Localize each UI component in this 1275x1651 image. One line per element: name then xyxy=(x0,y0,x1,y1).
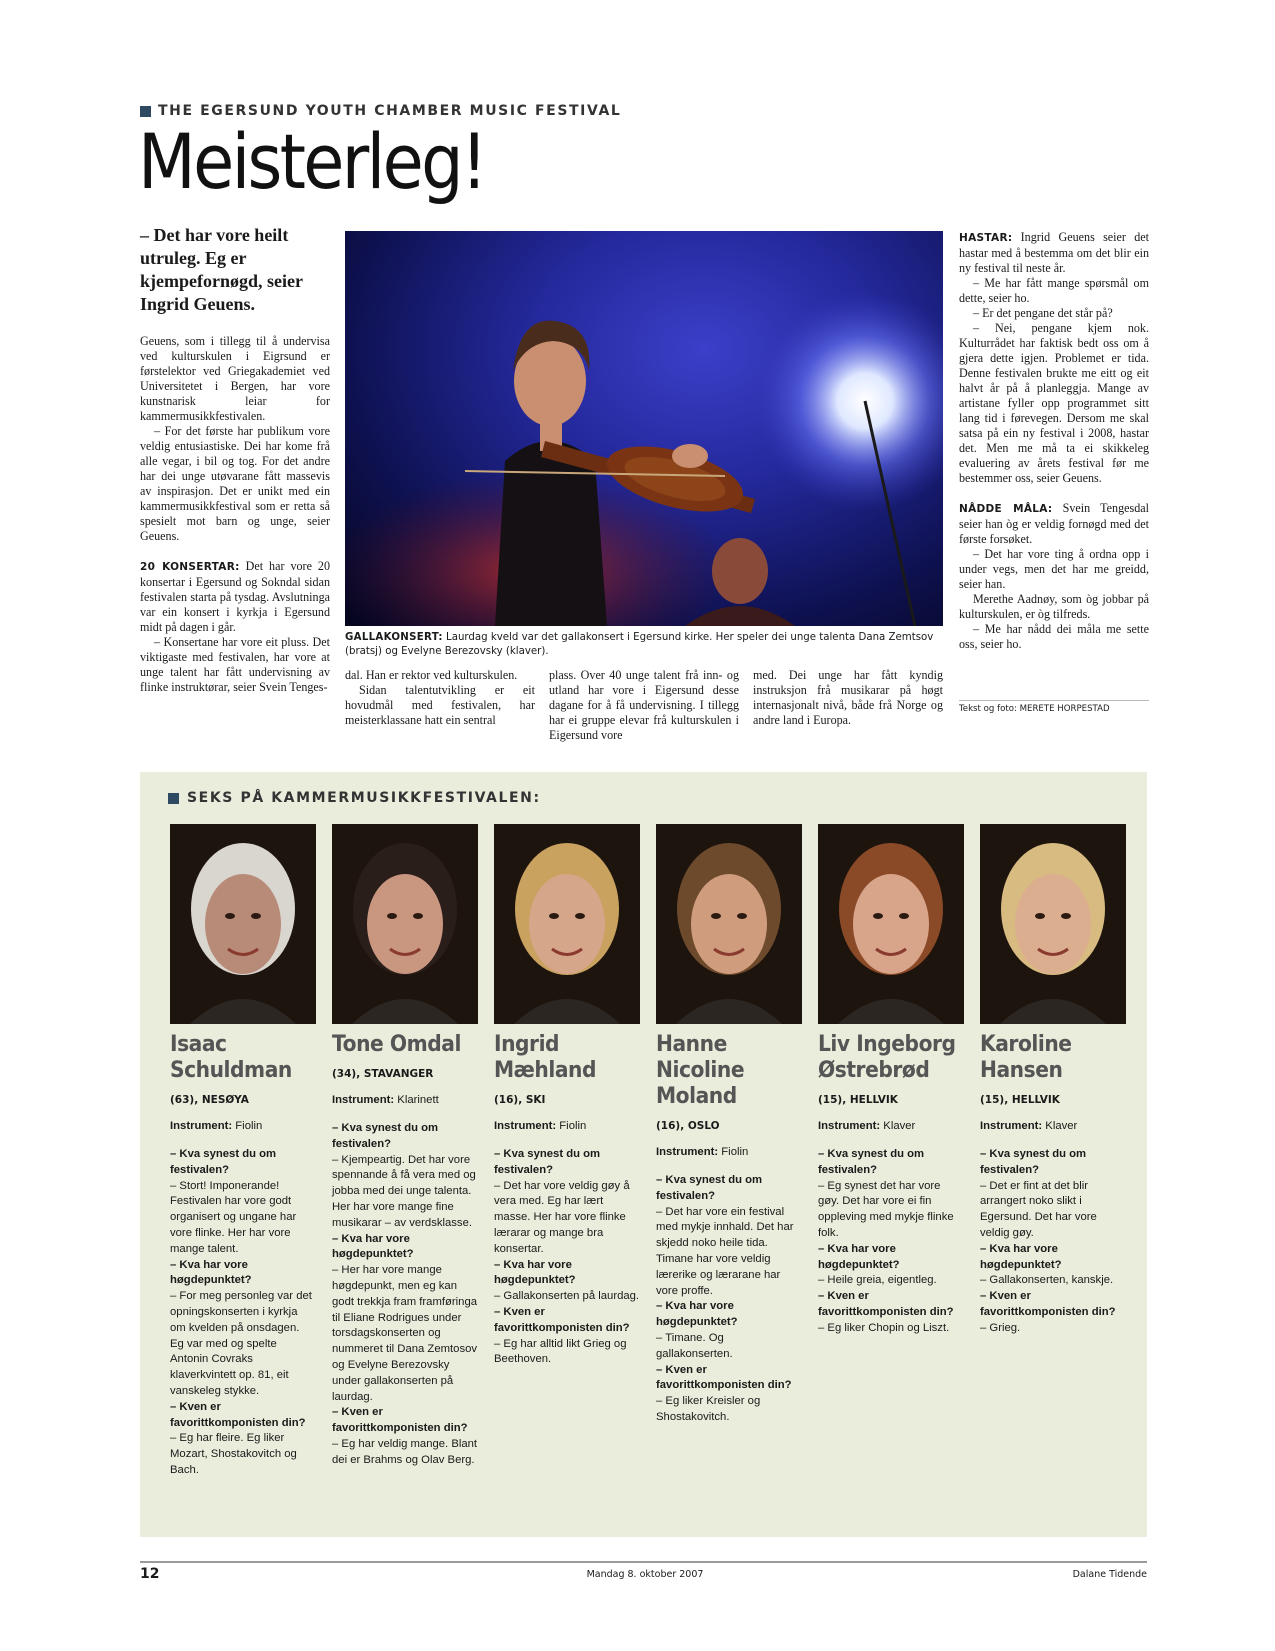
byline: Tekst og foto: MERETE HORPESTAD xyxy=(959,700,1149,714)
interview xyxy=(494,1147,640,1368)
instrument-value: Klaver xyxy=(883,1120,916,1132)
paragraph: – Konsertane har vore eit pluss. Det viktigaste med festivalen, har vore at unge talent har fått undervisning av flinke instruktørar, seier Svein Tenges- xyxy=(140,635,330,694)
portrait-photo xyxy=(332,824,478,1024)
person-instrument xyxy=(980,1120,1126,1132)
article-column-1 xyxy=(140,334,330,695)
question: – Kva har vore høgdepunktet? xyxy=(980,1242,1062,1271)
sidebar-box xyxy=(140,772,1147,1537)
question: – Kva synest du om festivalen? xyxy=(818,1148,925,1176)
instrument-value: Fiolin xyxy=(559,1120,587,1132)
person-name: Isaac Schuldman xyxy=(170,1032,292,1083)
question: – Kva har vore høgdepunktet? xyxy=(818,1242,900,1271)
caption-head: GALLAKONSERT: xyxy=(345,632,443,643)
instrument-label: Instrument: xyxy=(494,1120,557,1132)
paragraph: Sidan talentutvikling er eit hovudmål med festivalen, har meisterklassane hatt ein sentral xyxy=(345,683,535,727)
footer-date: Mandag 8. oktober 2007 xyxy=(586,1569,704,1580)
person-age-place: (34), STAVANGER xyxy=(332,1068,434,1080)
instrument-value: Fiolin xyxy=(721,1146,749,1158)
question: – Kva har vore høgdepunktet? xyxy=(494,1258,576,1287)
answer: – Eg liker Chopin og Liszt. xyxy=(818,1321,950,1334)
answer: – Her har vore mange høgdepunkt, men eg kan godt trekkja fram framføringa til Eliane Rodrigues under torsdagskonserten og nummeret til Dana Zemtosov og Evelyne Berezovsky under gallakonserten på laurdag. xyxy=(332,1264,478,1403)
square-bullet-icon xyxy=(140,106,151,117)
paragraph: dal. Han er rektor ved kulturskulen. xyxy=(345,668,518,682)
answer: – Det har vore ein festival med mykje innhald. Det har skjedd noko heile tida. Timane har vore veldig lærerike og lærarane har vore proffe. xyxy=(656,1205,794,1297)
person-name: Ingrid Mæhland xyxy=(494,1032,597,1083)
question: – Kven er favorittkomponisten din? xyxy=(332,1406,468,1435)
answer: – Kjempeartig. Det har vore spennande å få vera med og jobba med dei unge talenta. Her har vore mange fine musikarar – av verdsklasse. xyxy=(332,1153,476,1229)
question: – Kva har vore høgdepunktet? xyxy=(332,1232,414,1261)
person-name: Karoline Hansen xyxy=(980,1032,1072,1083)
instrument-value: Klaver xyxy=(1045,1120,1078,1132)
profile-card xyxy=(818,824,964,1337)
instrument-label: Instrument: xyxy=(656,1146,719,1158)
paragraph: 20 KONSERTAR: Det har vore 20 konsertar i Egersund og Sokndal sidan festivalen starta på tysdag. Avslutninga var ein konsert i kyrkja i Egersund midt på dagen i går. xyxy=(140,559,331,634)
article-column-right xyxy=(959,230,1149,652)
answer: – Det er fint at det blir arrangert noko slikt i Egersund. Det har vore veldig gøy. xyxy=(980,1179,1097,1239)
caption-text: Laurdag kveld var det gallakonsert i Egersund kirke. Her speler dei unge talenta Dana Zemtsov (bratsj) og Evelyne Berezovsky (klaver). xyxy=(345,632,934,657)
square-bullet-icon xyxy=(168,793,179,804)
portrait-photo xyxy=(980,824,1126,1024)
run-in-head: NÅDDE MÅLA: xyxy=(959,503,1053,515)
profile-card xyxy=(656,824,802,1426)
person-instrument xyxy=(818,1120,964,1132)
instrument-label: Instrument: xyxy=(980,1120,1043,1132)
instrument-value: Fiolin xyxy=(235,1120,263,1132)
question: – Kva synest du om festivalen? xyxy=(170,1148,277,1176)
gallakonsert-photo xyxy=(345,231,943,626)
person-age-place: (16), OSLO xyxy=(656,1120,720,1132)
question: – Kven er favorittkomponisten din? xyxy=(494,1305,630,1334)
question: – Kven er favorittkomponisten din? xyxy=(656,1363,792,1392)
person-age-place: (15), HELLVIK xyxy=(818,1094,898,1106)
person-name: Tone Omdal xyxy=(332,1032,461,1057)
instrument-label: Instrument: xyxy=(170,1120,233,1132)
article-column-2 xyxy=(345,668,535,728)
instrument-label: Instrument: xyxy=(818,1120,881,1132)
sidebar-title xyxy=(168,790,541,806)
paragraph: HASTAR: Ingrid Geuens seier det hastar med å bestemma om det blir ein ny festival til neste år. xyxy=(959,230,1149,275)
paragraph: NÅDDE MÅLA: Svein Tengesdal seier han òg er veldig fornøgd med det første forsøket. xyxy=(959,501,1149,546)
interview xyxy=(170,1147,316,1479)
paragraph: – Er det pengane det står på? xyxy=(973,306,1113,320)
person-instrument xyxy=(170,1120,316,1132)
person-instrument xyxy=(332,1094,478,1106)
article-column-3 xyxy=(549,668,739,743)
paragraph: – Me har nådd dei måla me sette oss, seier ho. xyxy=(959,622,1149,651)
lead-quote: – Det har vore heilt utruleg. Eg er kjempefornøgd, seier Ingrid Geuens. xyxy=(140,225,303,314)
interview xyxy=(656,1173,802,1426)
answer: – Eg har fleire. Eg liker Mozart, Shostakovitch og Bach. xyxy=(170,1432,297,1476)
person-instrument xyxy=(656,1146,802,1158)
page-number: 12 xyxy=(140,1566,160,1582)
interview xyxy=(980,1147,1126,1337)
article-column-4 xyxy=(753,668,943,728)
portrait-photo xyxy=(170,824,316,1024)
instrument-label: Instrument: xyxy=(332,1094,395,1106)
answer: – Gallakonserten på laurdag. xyxy=(494,1290,640,1303)
portrait-photo xyxy=(656,824,802,1024)
answer: – Eg har alltid likt Grieg og Beethoven. xyxy=(494,1337,627,1366)
answer: – Eg har veldig mange. Blant dei er Brahms og Olav Berg. xyxy=(332,1437,478,1466)
answer: – Gallakonserten, kanskje. xyxy=(980,1274,1114,1287)
answer: – Timane. Og gallakonserten. xyxy=(656,1331,733,1360)
paragraph: – Det har vore ting å ordna opp i under vegs, men det har me greidd, seier han. xyxy=(959,547,1149,591)
answer: – Stort! Imponerande! Festivalen har vore godt organisert og ungane har vore flinke. Her har vore mange talent. xyxy=(170,1179,297,1255)
paragraph: Merethe Aadnøy, som òg jobbar på kulturskulen, er òg tilfreds. xyxy=(959,592,1149,621)
question: – Kva synest du om festivalen? xyxy=(494,1148,601,1176)
answer: – Grieg. xyxy=(980,1321,1021,1334)
person-age-place: (16), SKI xyxy=(494,1094,546,1106)
photo-caption xyxy=(345,631,943,659)
paragraph: – For det første har publikum vore veldig entusiastiske. Dei har kome frå alle vegar, i bil og tog. For det andre har dei unge utøvarane fått massevis av inspirasjon. Det er unikt med ein kammermusikkfestival som er retta så spesielt mot barn og unge, seier Geuens. xyxy=(140,424,330,543)
paragraph: plass. Over 40 unge talent frå inn- og utland har vore i Eigersund desse dagane for å få undervisning. I tillegg har ei gruppe elevar frå kulturskulen i Eigersund vore xyxy=(549,668,739,742)
profile-card xyxy=(980,824,1126,1337)
run-in-head: 20 KONSERTAR: xyxy=(140,561,240,573)
paragraph: Geuens, som i tillegg til å undervisa ved kulturskulen i Eigrsund er førstelektor ved Griegakademiet ved Universitetet i Bergen, har vore kunstnarisk leiar for kammermusikkfestivalen. xyxy=(140,334,330,423)
question: – Kven er favorittkomponisten din? xyxy=(818,1290,954,1318)
person-name: Hanne Nicoline Moland xyxy=(656,1032,745,1109)
answer: – For meg personleg var det opningskonserten i kyrkja om kvelden på onsdagen. Eg var med og spelte Antonin Covraks klaverkvintett op. 81, eit vanskeleg stykke. xyxy=(170,1290,312,1397)
question: – Kven er favorittkomponisten din? xyxy=(980,1290,1116,1318)
paragraph: med. Dei unge har fått kyndig instruksjon frå musikarar på høgt internasjonalt nivå, både frå Norge og andre land i Europa. xyxy=(753,668,943,727)
answer: – Det har vore veldig gøy å vera med. Eg har lært masse. Her har vore flinke lærarar og mange bra konsertar. xyxy=(494,1179,630,1255)
profile-card xyxy=(494,824,640,1368)
answer: – Eg liker Kreisler og Shostakovitch. xyxy=(656,1395,761,1423)
paragraph: – Nei, pengane kjem nok. Kulturrådet har faktisk bedt oss om å gjera dette igjen. Problemet er tida. Denne festivalen brukte me eitt og eit halvt år på å planleggja. Mange av artistane fyller opp programmet sitt lang tid i førevegen. Dersom me skal satsa på ein ny festival i 2008, hastar det. Men me må ta ei skikkeleg evaluering av årets festival før me bestemmer oss, seier Geuens. xyxy=(959,321,1149,485)
kicker-text: THE EGERSUND YOUTH CHAMBER MUSIC FESTIVAL xyxy=(158,103,622,119)
person-instrument xyxy=(494,1120,640,1132)
footer-paper-name: Dalane Tidende xyxy=(1072,1569,1147,1580)
violinist-photo-illustration xyxy=(345,231,943,626)
person-name: Liv Ingeborg Østrebrød xyxy=(818,1032,956,1083)
question: – Kva synest du om festivalen? xyxy=(656,1174,763,1202)
portrait-photo xyxy=(494,824,640,1024)
footer-rule xyxy=(140,1561,1147,1563)
portrait-photo xyxy=(818,824,964,1024)
answer: – Eg synest det har vore gøy. Det har vore ei fin oppleving med mykje flinke folk. xyxy=(818,1179,954,1239)
question: – Kva synest du om festivalen? xyxy=(332,1122,439,1150)
question: – Kva synest du om festivalen? xyxy=(980,1148,1087,1176)
interview xyxy=(332,1121,478,1469)
answer: – Heile greia, eigentleg. xyxy=(818,1274,937,1287)
interview xyxy=(818,1147,964,1337)
profile-card xyxy=(170,824,316,1479)
sidebar-title-text: SEKS PÅ KAMMERMUSIKKFESTIVALEN: xyxy=(187,790,541,806)
paragraph: – Me har fått mange spørsmål om dette, seier ho. xyxy=(959,276,1149,305)
question: – Kva har vore høgdepunktet? xyxy=(656,1300,738,1329)
person-age-place: (63), NESØYA xyxy=(170,1094,249,1106)
profile-card xyxy=(332,824,478,1469)
headline: Meisterleg! xyxy=(138,117,486,206)
question: – Kven er favorittkomponisten din? xyxy=(170,1400,306,1429)
person-age-place: (15), HELLVIK xyxy=(980,1094,1060,1106)
question: – Kva har vore høgdepunktet? xyxy=(170,1258,252,1287)
instrument-value: Klarinett xyxy=(397,1094,439,1106)
run-in-head: HASTAR: xyxy=(959,232,1013,244)
